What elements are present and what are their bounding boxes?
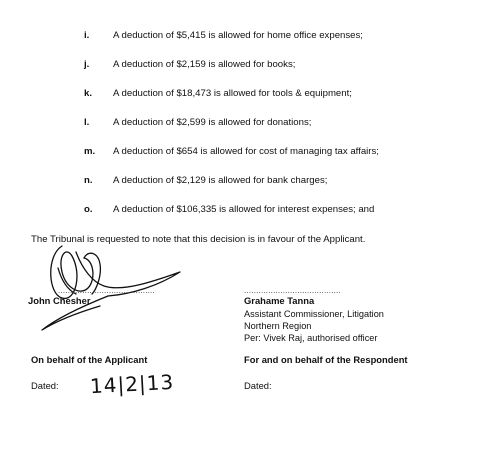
respondent-per: Per: Vivek Raj, authorised officer — [244, 333, 378, 343]
item-text: A deduction of $2,159 is allowed for books; — [113, 59, 296, 70]
item-text: A deduction of $106,335 is allowed for interest expenses; and — [113, 204, 375, 215]
respondent-behalf: For and on behalf of the Respondent — [244, 354, 408, 365]
list-item — [0, 144, 500, 160]
item-text: A deduction of $5,415 is allowed for home office expenses; — [113, 30, 363, 41]
item-number: m. — [84, 146, 96, 157]
item-number: j. — [84, 59, 90, 70]
tribunal-note: The Tribunal is requested to note that this decision is in favour of the Applicant. — [31, 234, 366, 245]
item-number: o. — [84, 204, 93, 215]
item-text: A deduction of $654 is allowed for cost of managing tax affairs; — [113, 146, 379, 157]
list-item — [0, 86, 500, 102]
item-text: A deduction of $18,473 is allowed for tools & equipment; — [113, 88, 352, 99]
applicant-dated-label: Dated: — [31, 380, 59, 391]
list-item — [0, 115, 500, 131]
applicant-signature-line: ........................................ — [58, 286, 155, 295]
applicant-behalf: On behalf of the Applicant — [31, 354, 148, 365]
item-number: n. — [84, 175, 93, 186]
applicant-name: John Chesher — [28, 295, 91, 306]
item-text: A deduction of $2,129 is allowed for bank charges; — [113, 175, 328, 186]
respondent-title: Assistant Commissioner, Litigation — [244, 309, 384, 319]
item-number: l. — [84, 117, 90, 128]
handwritten-date: 14|2|13 — [89, 369, 175, 399]
list-item — [0, 28, 500, 44]
respondent-name: Grahame Tanna — [244, 295, 315, 306]
respondent-region: Northern Region — [244, 321, 312, 331]
item-number: i. — [84, 30, 90, 41]
item-text: A deduction of $2,599 is allowed for donations; — [113, 117, 312, 128]
list-item — [0, 57, 500, 73]
respondent-dated-label: Dated: — [244, 380, 272, 391]
respondent-signature-line: ........................................ — [244, 286, 341, 295]
list-item — [0, 173, 500, 189]
list-item — [0, 202, 500, 218]
item-number: k. — [84, 88, 93, 99]
